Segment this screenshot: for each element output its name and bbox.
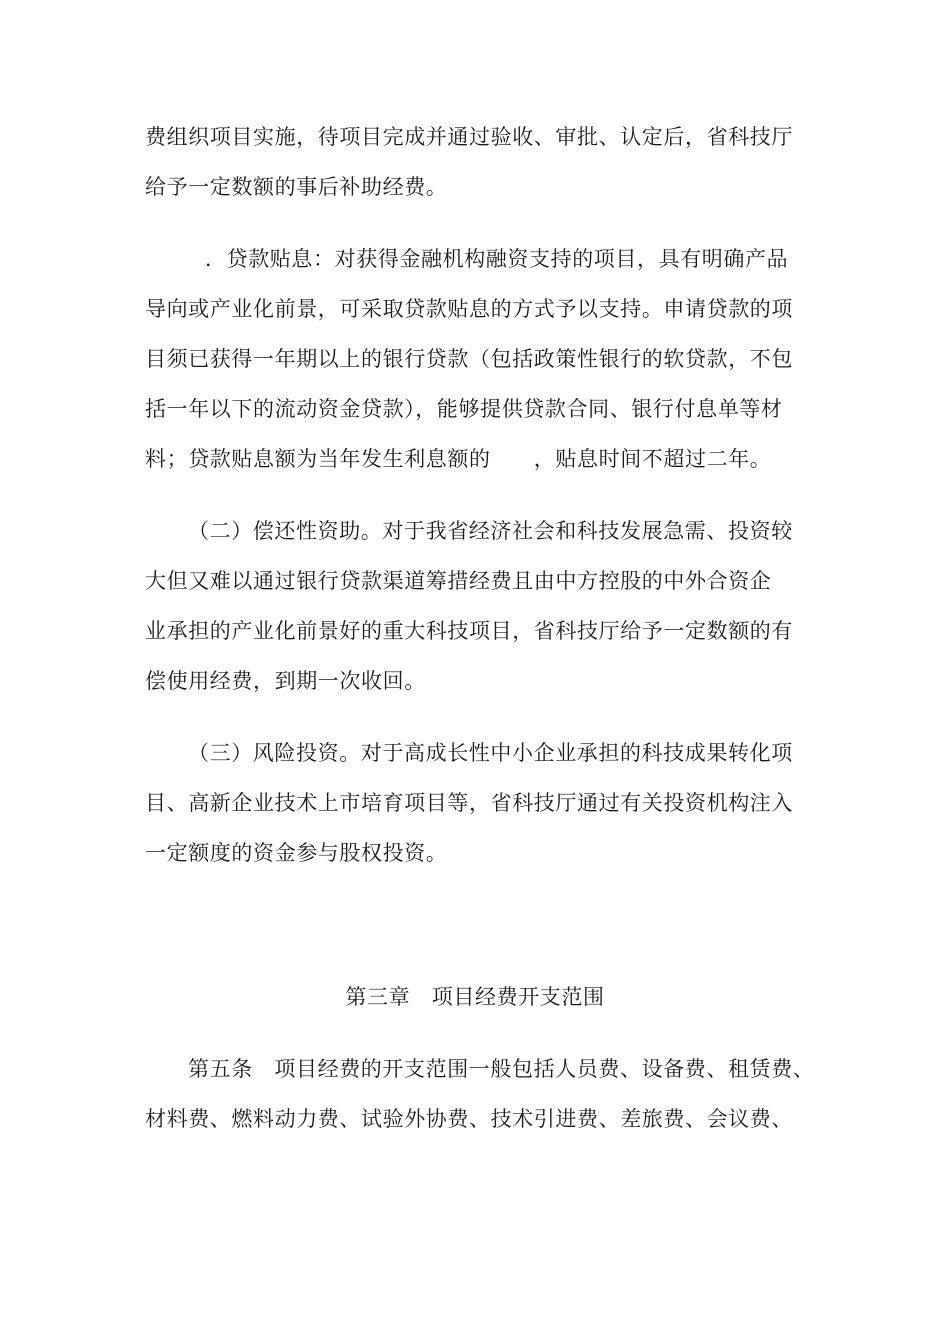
paragraph-line: 括一年以下的流动资金贷款），能够提供贷款合同、银行付息单等材 xyxy=(145,397,783,421)
paragraph-line: 一定额度的资金参与股权投资。 xyxy=(145,841,448,865)
paragraph-line: 业承担的产业化前景好的重大科技项目，省科技厅给予一定数额的有 xyxy=(145,619,793,643)
paragraph-line: 费组织项目实施，待项目完成并通过验收、审批、认定后，省科技厅 xyxy=(145,125,793,149)
article-line: 材料费、燃料动力费、试验外协费、技术引进费、差旅费、会议费、 xyxy=(145,1107,793,1131)
chapter-heading: 第三章 项目经费开支范围 xyxy=(345,985,605,1009)
paragraph-line: 目须已获得一年期以上的银行贷款（包括政策性银行的软贷款，不包 xyxy=(145,347,793,371)
paragraph-line: 偿使用经费，到期一次收回。 xyxy=(145,669,426,693)
paragraph-line: ．贷款贴息：对获得金融机构融资支持的项目，具有明确产品 xyxy=(205,247,789,271)
article-line: 第五条 项目经费的开支范围一般包括人员费、设备费、租赁费、 xyxy=(188,1057,815,1081)
paragraph-line: （三）风险投资。对于高成长性中小企业承担的科技成果转化项 xyxy=(188,741,793,765)
paragraph-line: 目、高新企业技术上市培育项目等，省科技厅通过有关投资机构注入 xyxy=(145,791,793,815)
paragraph-line: 导向或产业化前景，可采取贷款贴息的方式予以支持。申请贷款的项 xyxy=(145,297,793,321)
paragraph-line: 料；贷款贴息额为当年发生利息额的 ，贴息时间不超过二年。 xyxy=(145,447,772,471)
paragraph-line: 给予一定数额的事后补助经费。 xyxy=(145,175,448,199)
paragraph-line: （二）偿还性资助。对于我省经济社会和科技发展急需、投资较 xyxy=(188,519,793,543)
paragraph-line: 大但又难以通过银行贷款渠道筹措经费且由中方控股的中外合资企 xyxy=(145,569,772,593)
